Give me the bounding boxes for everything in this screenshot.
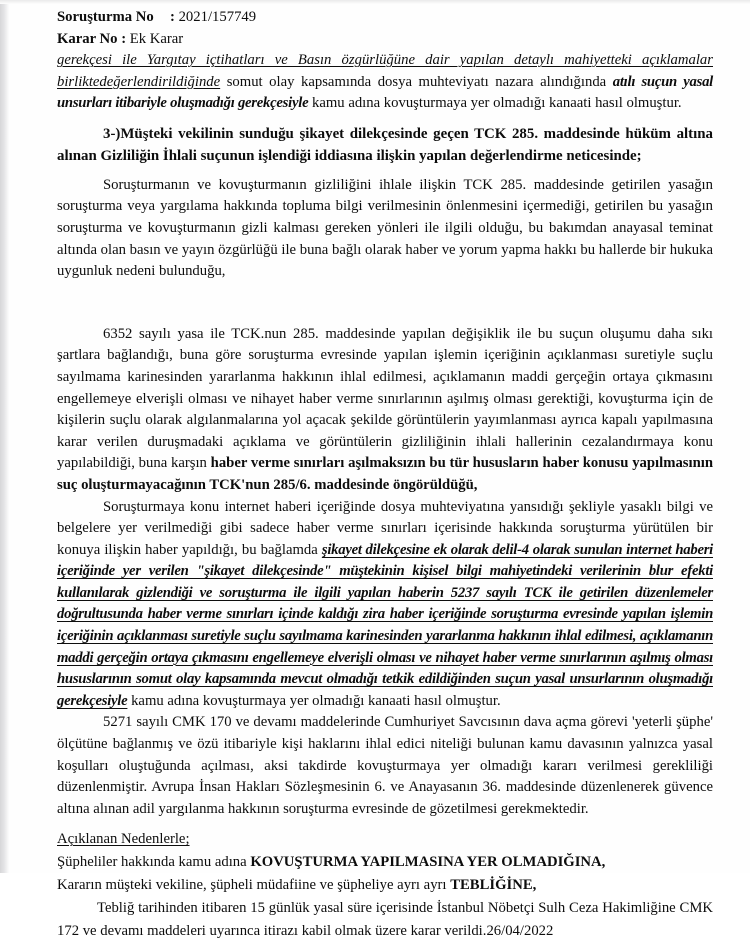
closing-decision-bold-run: KOVUŞTURMA YAPILMASINA YER OLMADIĞINA, — [250, 854, 606, 871]
closing-decision-date: 26/04/2022 — [486, 923, 554, 940]
karar-no-line — [57, 29, 713, 51]
closing-reasons-line — [57, 828, 713, 851]
sorusturma-no-label: Soruşturma No — [57, 9, 154, 25]
closing-appeal-line — [57, 897, 713, 943]
closing-reasons-label: Açıklanan Nedenlerle; — [57, 831, 190, 848]
closing-block — [57, 828, 713, 943]
spacer-after-heading-3 — [57, 167, 713, 175]
scan-edge-top — [0, 0, 750, 4]
document-content — [57, 7, 713, 943]
grounds-plain-mid-run: somut olay kapsamında dosya muhteviyatı nazara alındığında — [220, 73, 613, 90]
paragraph-grounds-continuation — [57, 50, 713, 115]
grounds-plain-end-run: kamu adına kovuşturmaya yer olmadığı kanaati hasıl olmuştur. — [308, 95, 682, 112]
spacer-after-paragraph-1 — [57, 115, 713, 123]
news-emphasis-underline-run: şikayet dilekçesine ek olarak delil-4 olarak sunulan internet haberi içeriğinde yer verilen "şikayet dilekçesinde" müştekinin kişisel bilgi mahiyetindeki verilerinin blur efekti kullanılarak gizlendiği ve soruşturma ile ilgili yapılan haberin 5237 sayılı TCK ile getirilen düzenlemeler doğrultusunda haber verme sınırları içinde kaldığı zira haber içeriğinde soruşturma evresinde yapılan işlemin içeriğinin açıklanması suretiyle suçlu sayılmama karinesinden yararlanma hakkının ihlal edilmesi, açıklamanın maddi gerçeğin ortaya çıkmasını engellemeye elverişli olması ve nihayet haber verme sınırlarının aşılmış olması hususlarının somut olay kapsamında mevcut olmadığı tetkik edildiğinden suçun yasal unsurlarının oluşmadığı gerekçesiyle — [57, 541, 714, 709]
spacer-before-paragraph-6352 — [57, 283, 713, 324]
closing-appeal-text-run: Tebliğ tarihinden itibaren 15 günlük yasal süre içerisinde İstanbul Nöbetçi Sulh Ceza Hakimliğine CMK 172 ve devamı maddeleri uyarınca itirazı kabil olmak üzere karar verildi. — [57, 900, 713, 940]
scan-edge-left — [0, 0, 9, 873]
sorusturma-no-separator: : — [170, 9, 175, 25]
news-plain-start-run: Soruşturmaya konu internet haberi içeriğinde dosya muhteviyatına yansıdığı şekliyle yasaklı bilgi ve belgelere yer verilmediği gibi sadece haber verme sınırları içerisinde hakkında soruşturma yürütülen bir konuya ilişkin haber yapıldığı, bu bağlamda — [57, 498, 713, 558]
paragraph-tck285-scope: Soruşturmanın ve kovuşturmanın gizliliğini ihlale ilişkin TCK 285. maddesinde getirilen yasağın soruşturma veya yargılama hakkında topluma bilgi verilmesinin önlenmesini içermediği, getirilen bu yasağın soruşturma ve kovuşturmanın gizli kalması gereken yönleri ile ilgili olduğu, bu bakımdan anayasal teminat altında olan basın ve yayın özgürlüğü ile buna bağlı olarak haber ve yorum yapma hakkı bu hallerde bir hukuka uygunluk nedeni bulunduğu, — [57, 176, 713, 280]
closing-notification-bold-run: TEBLİĞİNE, — [450, 877, 537, 894]
karar-no-separator: : — [121, 30, 127, 47]
news-plain-end-run: kamu adına kovuşturmaya yer olmadığı kanaati hasıl olmuştur. — [127, 692, 501, 709]
grounds-italic-underline-run: gerekçesi ile Yargıtay içtihatları ve Basın özgürlüğüne dair yapılan detaylı mahiyetteki açıklamalar birliktedeğerlendirildiğinde — [57, 52, 713, 90]
closing-notification-line — [57, 874, 713, 897]
grounds-emphasis-run: atılı suçun yasal unsurları itibariyle oluşmadığı gerekçesiyle — [57, 73, 713, 112]
closing-decision-plain-run: Şüpheliler hakkında kamu adına — [57, 854, 251, 871]
law-6352-plain-run: 6352 sayılı yasa ile TCK.nun 285. maddesinde yapılan değişiklik ile bu suçun oluşumu daha sıkı şartlara bağlandığı, buna göre soruşturma evresinde yapılan işlemin içeriğinin açıklanması suretiyle suçlu sayılmama karinesinden yararlanma hakkının ihlal edilmesi, açıklamanın maddi gerçeğin ortaya çıkmasını engellemeye elverişli olması ve nihayet haber verme sınırlarının aşılmış olması gerektiği, kovuşturma için de kişilerin suçlu olarak algılanmalarına yol açacak şekilde görüntülerin yayımlanması ayrıca kapalı yapılmasına karar verilen duruşmadaki açıklama ve görüntülerin gizliliğinin ihlali hallerinin cezalandırmaya konu yapılabildiği, buna karşın — [57, 325, 713, 472]
closing-decision-line — [57, 851, 713, 874]
paragraph-cmk-170: 5271 sayılı CMK 170 ve devamı maddelerinde Cumhuriyet Savcısının dava açma görevi 'yeterli şüphe' ölçütüne bağlanmış ve özü itibariyle kişi haklarını ihlal edici niteliği bulunan kamu davasının yalnızca yasal koşulları oluştuğunda açılması, aksi takdirde kovuşturmaya yer olmadığı kararı verilmesi gerekliliği düzenlenmiştir. Avrupa İnsan Hakları Sözleşmesinin 6. ve Anayasanın 36. maddesinde düzenlenerek güvence altına alınan adil yargılanma hakkının soruşturma evresinde de gözetilmesi gerekmektedir. — [57, 714, 713, 817]
karar-no-value: Ek Karar — [129, 30, 184, 47]
spacer-before-closing — [57, 820, 713, 828]
sorusturma-no-value: 2021/157749 — [178, 9, 257, 25]
karar-no-label: Karar No — [57, 30, 118, 47]
section-heading-3: 3-)Müşteki vekilinin sunduğu şikayet dilekçesinde geçen TCK 285. maddesinde hüküm altına alınan Gizliliğin İhlali suçunun işlendiği iddiasına ilişkin yapılan değerlendirme neticesinde; — [57, 125, 713, 164]
sorusturma-no-line — [57, 7, 713, 29]
law-6352-bold-run: haber verme sınırları aşılmaksızın bu tür hususların haber konusu yapılmasının suç oluşturmayacağının TCK'nun 285/6. maddesinde öngörüldüğü, — [57, 455, 713, 493]
paragraph-news-content-evaluation — [57, 497, 713, 713]
paragraph-law-6352 — [57, 324, 713, 497]
closing-notification-plain-run: Kararın müşteki vekiline, şüpheli müdafiine ve şüpheliye ayrı ayrı — [57, 877, 451, 894]
